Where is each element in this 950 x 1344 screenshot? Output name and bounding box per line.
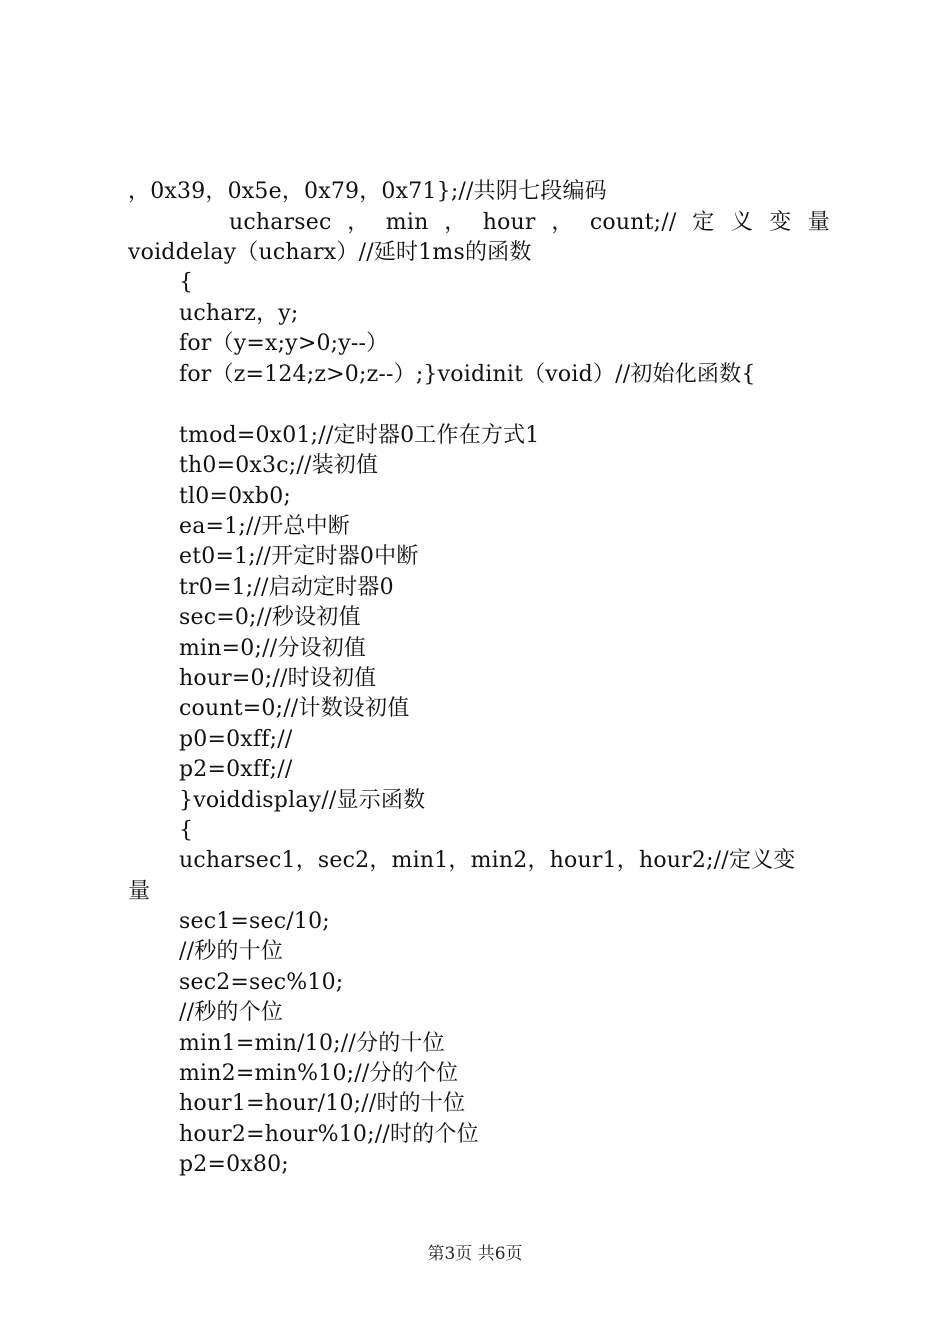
code-line: ucharsec ， min ， hour ， count;// 定 义 变 量 [229,210,830,235]
code-line: hour1=hour/10;//时的十位 [179,1091,466,1116]
code-line: 量 [128,879,151,904]
code-line: ucharsec1，sec2，min1，min2，hour1，hour2;//定义变 [179,848,796,873]
code-line: p2=0x80; [179,1152,289,1177]
code-line: ea=1;//开总中断 [179,514,351,539]
code-line: th0=0x3c;//装初值 [179,453,379,478]
code-line: tmod=0x01;//定时器0工作在方式1 [179,423,540,448]
code-line: min2=min%10;//分的个位 [179,1061,459,1086]
code-line: for（y=x;y>0;y--） [179,331,389,356]
code-line: count=0;//计数设初值 [179,696,410,721]
code-line: hour2=hour%10;//时的个位 [179,1122,479,1147]
code-line: ucharz，y; [179,301,299,326]
code-line: { [179,270,194,295]
code-line: tr0=1;//启动定时器0 [179,575,394,600]
code-line: sec2=sec%10; [179,970,344,995]
page-number-footer: 第3页 共6页 [427,1244,523,1264]
code-line: tl0=0xb0; [179,484,292,509]
code-line: min1=min/10;//分的十位 [179,1031,445,1056]
code-line: { [179,818,194,843]
code-line: sec1=sec/10; [179,909,330,934]
code-line: ，0x39，0x5e，0x79，0x71};//共阴七段编码 [128,179,607,204]
code-line: //秒的个位 [179,1000,284,1025]
code-line: et0=1;//开定时器0中断 [179,544,419,569]
code-line: for（z=124;z>0;z--）;}voidinit（void）//初始化函数{ [179,362,756,387]
code-line: sec=0;//秒设初值 [179,605,361,630]
code-line: p2=0xff;// [179,757,293,782]
code-line: }voiddisplay//显示函数 [179,788,426,813]
code-line: p0=0xff;// [179,727,293,752]
code-line: min=0;//分设初值 [179,636,367,661]
code-line: //秒的十位 [179,939,284,964]
code-line: voiddelay（ucharx）//延时1ms的函数 [128,240,532,265]
code-line: hour=0;//时设初值 [179,666,377,691]
